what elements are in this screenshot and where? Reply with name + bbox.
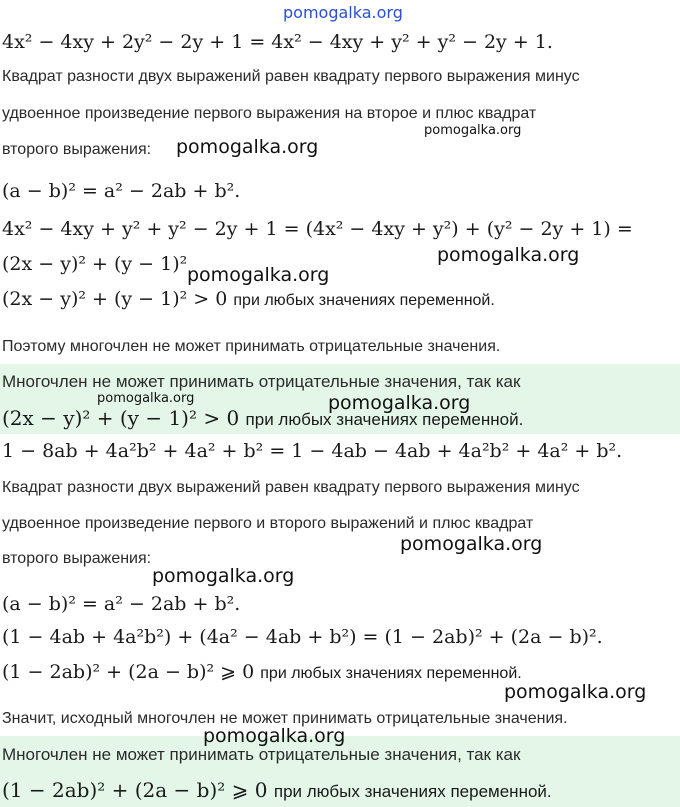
watermark-small-1: pomogalka.org (424, 123, 522, 138)
part2-explanation-line3: второго выражения: (2, 550, 152, 567)
part1-equation-1: 4x² − 4xy + 2y² − 2y + 1 = 4x² − 4xy + y² + y² − 2y + 1. (2, 31, 553, 53)
part1-equation-3-text: при любых значениях переменной. (233, 292, 495, 309)
part1-equation-2-line1: 4x² − 4xy + y² + y² − 2y + 1 = (4x² − 4xy + y²) + (y² − 2y + 1) = (2, 218, 633, 240)
part2-answer-text: при любых значениях переменной. (273, 782, 552, 801)
part1-conclusion: Поэтому многочлен не может принимать отрицательные значения. (2, 338, 501, 355)
part1-answer-line1: Многочлен не может принимать отрицательные значения, так как (2, 372, 521, 391)
watermark-4: pomogalka.org (328, 392, 471, 414)
part2-formula: (a − b)² = a² − 2ab + b². (2, 593, 241, 615)
part2-answer-line2 (2, 778, 680, 802)
part1-equation-3 (2, 288, 680, 310)
watermark-3: pomogalka.org (187, 264, 330, 286)
part2-explanation-line1: Квадрат разности двух выражений равен квадрату первого выражения минус (2, 479, 580, 496)
watermark-6: pomogalka.org (152, 565, 295, 587)
part1-explanation-line3: второго выражения: (2, 141, 152, 158)
watermark-5: pomogalka.org (400, 533, 543, 555)
part2-answer-line1: Многочлен не может принимать отрицательные значения, так как (2, 745, 521, 764)
watermark-small-2: pomogalka.org (97, 391, 195, 406)
part1-explanation-line1: Квадрат разности двух выражений равен квадрату первого выражения минус (2, 68, 580, 85)
part1-formula: (a − b)² = a² − 2ab + b². (2, 180, 241, 202)
part1-answer-text: при любых значениях переменной. (245, 410, 524, 429)
part2-equation-3 (2, 661, 680, 683)
part2-equation-3-math: (1 − 2ab)² + (2a − b)² ⩾ 0 (2, 661, 255, 683)
part2-equation-1: 1 − 8ab + 4a²b² + 4a² + b² = 1 − 4ab − 4ab + 4a²b² + 4a² + b². (2, 440, 623, 462)
part2-explanation-line2: удвоенное произведение первого и второго выражений и плюс квадрат (2, 515, 534, 532)
part1-equation-2-line2: (2x − y)² + (y − 1)² (2, 253, 188, 275)
part2-equation-3-text: при любых значениях переменной. (260, 665, 522, 682)
part2-equation-2: (1 − 4ab + 4a²b²) + (4a² − 4ab + b²) = (1 − 2ab)² + (2a − b)². (2, 626, 603, 648)
part1-explanation-line2: удвоенное произведение первого выражения на второе и плюс квадрат (2, 105, 537, 122)
watermark-top: pomogalka.org (283, 3, 403, 22)
part1-answer-math: (2x − y)² + (y − 1)² > 0 (2, 406, 240, 430)
part2-conclusion: Значит, исходный многочлен не может принимать отрицательные значения. (2, 710, 568, 727)
part2-answer-math: (1 − 2ab)² + (2a − b)² ⩾ 0 (2, 778, 268, 802)
watermark-1: pomogalka.org (176, 136, 319, 158)
watermark-8: pomogalka.org (203, 725, 346, 747)
part1-equation-3-math: (2x − y)² + (y − 1)² > 0 (2, 288, 228, 310)
watermark-2: pomogalka.org (437, 244, 580, 266)
watermark-7: pomogalka.org (504, 681, 647, 703)
